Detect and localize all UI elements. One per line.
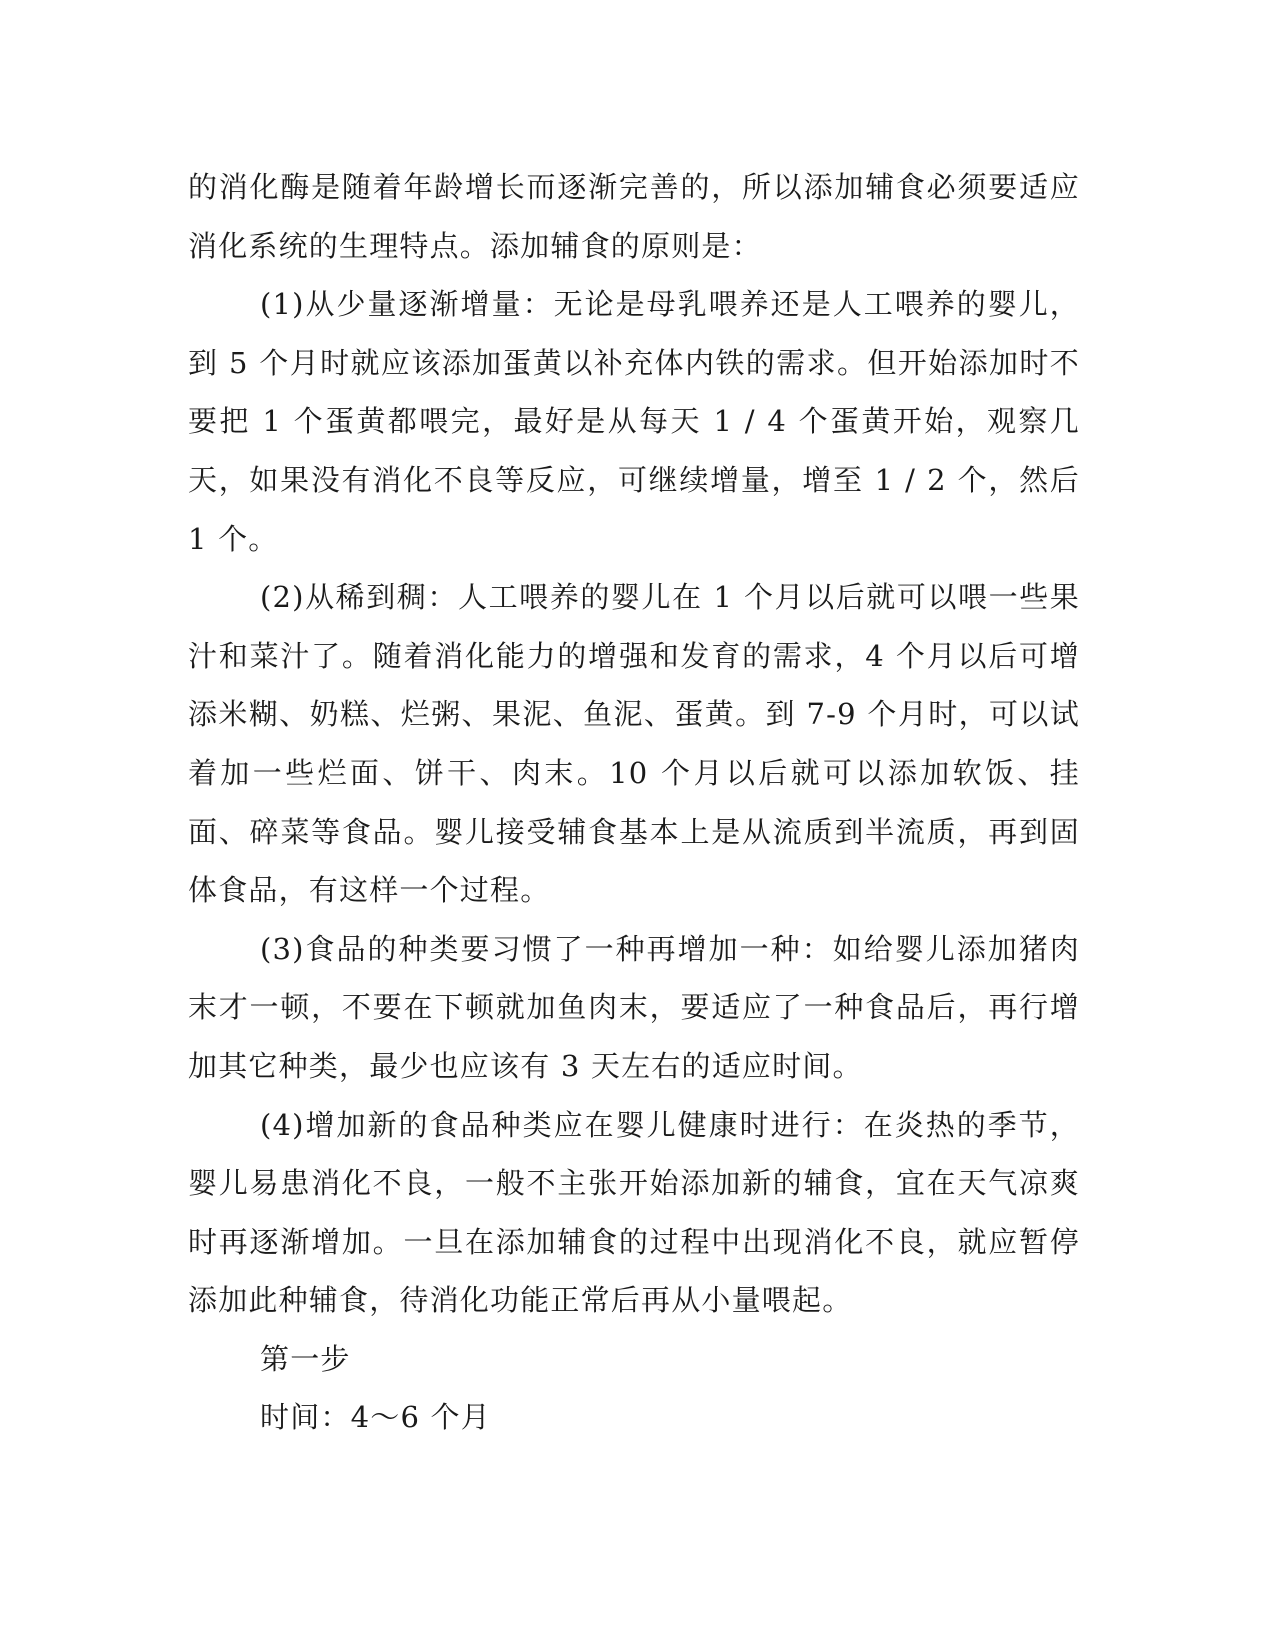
paragraph-principle-4: (4)增加新的食品种类应在婴儿健康时进行：在炎热的季节，婴儿易患消化不良，一般不主张开始添加新的辅食，宜在天气凉爽时再逐渐增加。一旦在添加辅食的过程中出现消化不良，就应暂停添加此种辅食，待消化功能正常后再从小量喂起。 [188, 1107, 1080, 1318]
time-range-line: 时间：4～6 个月 [260, 1400, 491, 1435]
step-heading: 第一步 [260, 1341, 351, 1376]
paragraph-principle-3: (3)食品的种类要习惯了一种再增加一种：如给婴儿添加猪肉末才一顿，不要在下顿就加鱼肉末，要适应了一种食品后，再行增加其它种类，最少也应该有 3 天左右的适应时间。 [188, 931, 1080, 1083]
paragraph-principle-2: (2)从稀到稠：人工喂养的婴儿在 1 个月以后就可以喂一些果汁和菜汁了。随着消化能力的增强和发育的需求，4 个月以后可增添米糊、奶糕、烂粥、果泥、鱼泥、蛋黄。到 7-9 个月时，可以试着加一些烂面、饼干、肉末。10 个月以后就可以添加软饭、挂面、碎菜等食品。婴儿接受辅食基本上是从流质到半流质，再到固体食品，有这样一个过程。 [188, 580, 1080, 908]
paragraph-principle-1: (1)从少量逐渐增量：无论是母乳喂养还是人工喂养的婴儿，到 5 个月时就应该添加蛋黄以补充体内铁的需求。但开始添加时不要把 1 个蛋黄都喂完，最好是从每天 1 / 4 个蛋黄开始，观察几天，如果没有消化不良等反应，可继续增量，增至 1 / 2 个，然后 1 个。 [188, 287, 1080, 556]
document-body [188, 158, 1080, 1447]
paragraph-intro: 的消化酶是随着年龄增长而逐渐完善的，所以添加辅食必须要适应消化系统的生理特点。添加辅食的原则是： [188, 170, 1080, 263]
